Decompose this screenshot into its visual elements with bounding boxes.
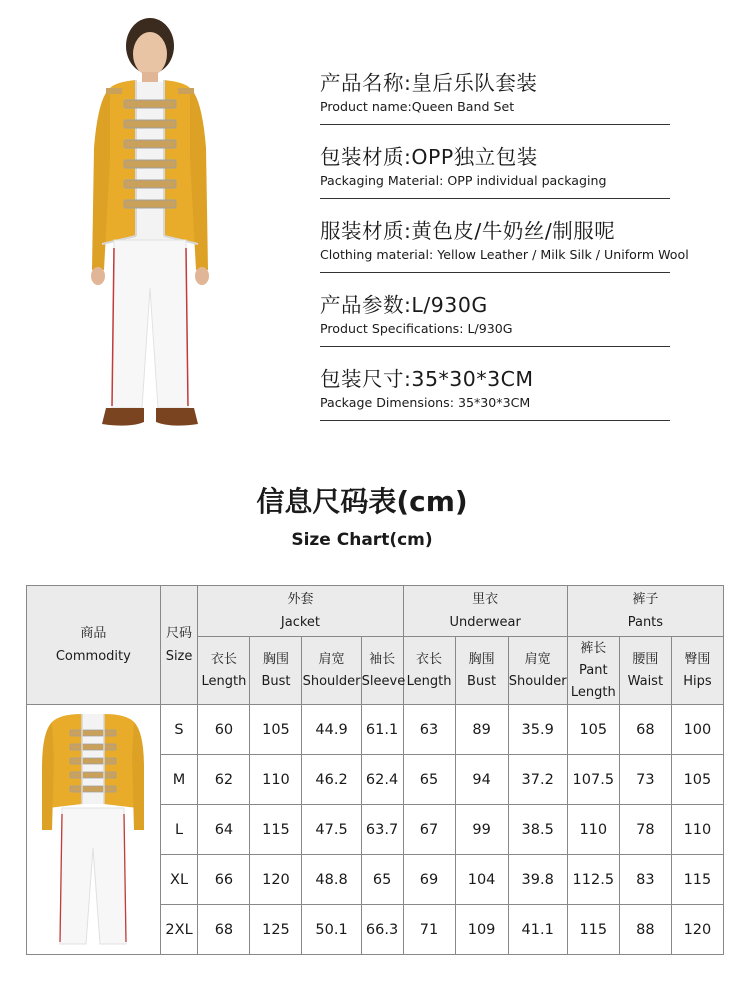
measure-cell: 62.4: [361, 755, 403, 805]
measure-cell: 47.5: [302, 805, 361, 855]
size-rows: [27, 705, 724, 955]
measure-cell: 67: [403, 805, 455, 855]
column-header-zh: 肩宽: [524, 651, 551, 667]
group-pants: [567, 586, 723, 637]
group-underwear-en: Underwear: [449, 615, 521, 630]
packaging-row: [320, 136, 670, 199]
column-header-en: Shoulder: [508, 673, 567, 689]
measure-cell: 110: [250, 755, 302, 805]
size-label: L: [160, 805, 198, 855]
group-pants-zh: 裤子: [632, 592, 659, 607]
column-header-zh: 腰围: [632, 651, 659, 667]
measure-cell: 65: [361, 855, 403, 905]
measure-cell: 65: [403, 755, 455, 805]
product-info: [320, 62, 689, 432]
measure-cell: 63: [403, 705, 455, 755]
dims-zh: 包装尺寸:35*30*3CM: [320, 367, 534, 391]
measure-cell: 104: [455, 855, 508, 905]
measure-cell: 78: [619, 805, 671, 855]
measure-cell: 60: [198, 705, 250, 755]
column-header-en: Length: [201, 673, 247, 689]
group-underwear-zh: 里衣: [472, 592, 499, 607]
outfit-image: [38, 708, 148, 948]
measure-cell: 50.1: [302, 905, 361, 955]
column-header-zh: 衣长: [210, 651, 237, 667]
size-chart-title-en: Size Chart(cm): [291, 530, 433, 550]
column-header-zh: 衣长: [416, 651, 443, 667]
measure-cell: 61.1: [361, 705, 403, 755]
measure-cell: 115: [567, 905, 619, 955]
size-header-en: Size: [165, 649, 193, 664]
measure-cell: 64: [198, 805, 250, 855]
group-jacket-en: Jacket: [280, 615, 321, 630]
dims-row: [320, 358, 670, 421]
column-header-en: Pant: [579, 662, 608, 678]
size-chart-title-zh: 信息尺码表(cm): [256, 485, 468, 518]
column-header: [302, 637, 361, 705]
measure-cell: 110: [671, 805, 723, 855]
measure-cell: 68: [198, 905, 250, 955]
column-header-en: Shoulder: [302, 673, 361, 689]
column-header-zh: 胸围: [262, 651, 289, 667]
column-header: [567, 637, 619, 705]
measure-cell: 46.2: [302, 755, 361, 805]
group-underwear: [403, 586, 567, 637]
measure-cell: 66: [198, 855, 250, 905]
measure-cell: 39.8: [508, 855, 567, 905]
column-header-zh: 裤长: [580, 640, 607, 656]
commodity-header-zh: 商品: [80, 626, 107, 641]
measure-cell: 105: [671, 755, 723, 805]
column-header-zh: 胸围: [468, 651, 495, 667]
commodity-header: [27, 586, 161, 705]
measure-cell: 38.5: [508, 805, 567, 855]
size-header: [160, 586, 198, 705]
product-name-en: Product name:Queen Band Set: [320, 99, 515, 114]
measure-cell: 110: [567, 805, 619, 855]
measure-cell: 120: [250, 855, 302, 905]
column-header-en: Bust: [261, 673, 291, 689]
measure-cell: 88: [619, 905, 671, 955]
measure-cell: 73: [619, 755, 671, 805]
column-header: [198, 637, 250, 705]
measure-cell: 89: [455, 705, 508, 755]
packaging-en: Packaging Material: OPP individual packaging: [320, 173, 607, 188]
column-header-en: Hips: [683, 673, 712, 689]
measure-cell: 41.1: [508, 905, 567, 955]
column-header-zh: 袖长: [369, 651, 396, 667]
column-header: [403, 637, 455, 705]
column-header: [619, 637, 671, 705]
measure-cell: 62: [198, 755, 250, 805]
measure-cell: 115: [250, 805, 302, 855]
measure-cell: 37.2: [508, 755, 567, 805]
group-jacket: [198, 586, 403, 637]
material-zh: 服装材质:黄色皮/牛奶丝/制服呢: [320, 219, 616, 243]
column-header-zh: 臀围: [684, 651, 711, 667]
column-header-en: Sleeve: [361, 673, 406, 689]
measure-cell: 112.5: [567, 855, 619, 905]
spec-zh: 产品参数:L/930G: [320, 293, 488, 317]
material-row: [320, 210, 689, 273]
commodity-image: [27, 705, 161, 955]
measure-cell: 125: [250, 905, 302, 955]
measure-cell: 107.5: [567, 755, 619, 805]
column-header: [455, 637, 508, 705]
size-table: [26, 585, 724, 955]
measure-cell: 105: [250, 705, 302, 755]
measure-cell: 63.7: [361, 805, 403, 855]
measure-cell: 109: [455, 905, 508, 955]
measure-cell: 35.9: [508, 705, 567, 755]
column-header-en: Waist: [627, 673, 664, 689]
group-pants-en: Pants: [627, 615, 664, 630]
column-header-en: Bust: [467, 673, 497, 689]
spec-row: [320, 284, 670, 347]
measure-cell: 66.3: [361, 905, 403, 955]
size-header-zh: 尺码: [166, 626, 193, 641]
size-label: S: [160, 705, 198, 755]
column-header: [361, 637, 406, 705]
measure-cell: 120: [671, 905, 723, 955]
measure-cell: 44.9: [302, 705, 361, 755]
measure-cell: 115: [671, 855, 723, 905]
model-photo: [70, 8, 230, 448]
material-en: Clothing material: Yellow Leather / Milk Silk / Uniform Wool: [320, 247, 689, 262]
column-header: [508, 637, 567, 705]
product-name-zh: 产品名称:皇后乐队套装: [320, 71, 538, 95]
commodity-header-en: Commodity: [55, 649, 131, 664]
size-label: 2XL: [160, 905, 198, 955]
group-jacket-zh: 外套: [287, 592, 314, 607]
measure-cell: 94: [455, 755, 508, 805]
column-header-en-line2: Length: [570, 684, 616, 700]
spec-en: Product Specifications: L/930G: [320, 321, 513, 336]
size-label: XL: [160, 855, 198, 905]
measure-cell: 99: [455, 805, 508, 855]
measure-cell: 68: [619, 705, 671, 755]
measure-cell: 48.8: [302, 855, 361, 905]
product-name-row: [320, 62, 670, 125]
column-header-zh: 肩宽: [318, 651, 345, 667]
measure-cell: 69: [403, 855, 455, 905]
column-header-en: Length: [406, 673, 452, 689]
measure-cell: 71: [403, 905, 455, 955]
column-header: [250, 637, 302, 705]
column-header: [671, 637, 723, 705]
measure-cell: 100: [671, 705, 723, 755]
packaging-zh: 包装材质:OPP独立包装: [320, 145, 538, 169]
dims-en: Package Dimensions: 35*30*3CM: [320, 395, 531, 410]
size-label: M: [160, 755, 198, 805]
measure-cell: 105: [567, 705, 619, 755]
measure-cell: 83: [619, 855, 671, 905]
table-row: [27, 705, 724, 755]
